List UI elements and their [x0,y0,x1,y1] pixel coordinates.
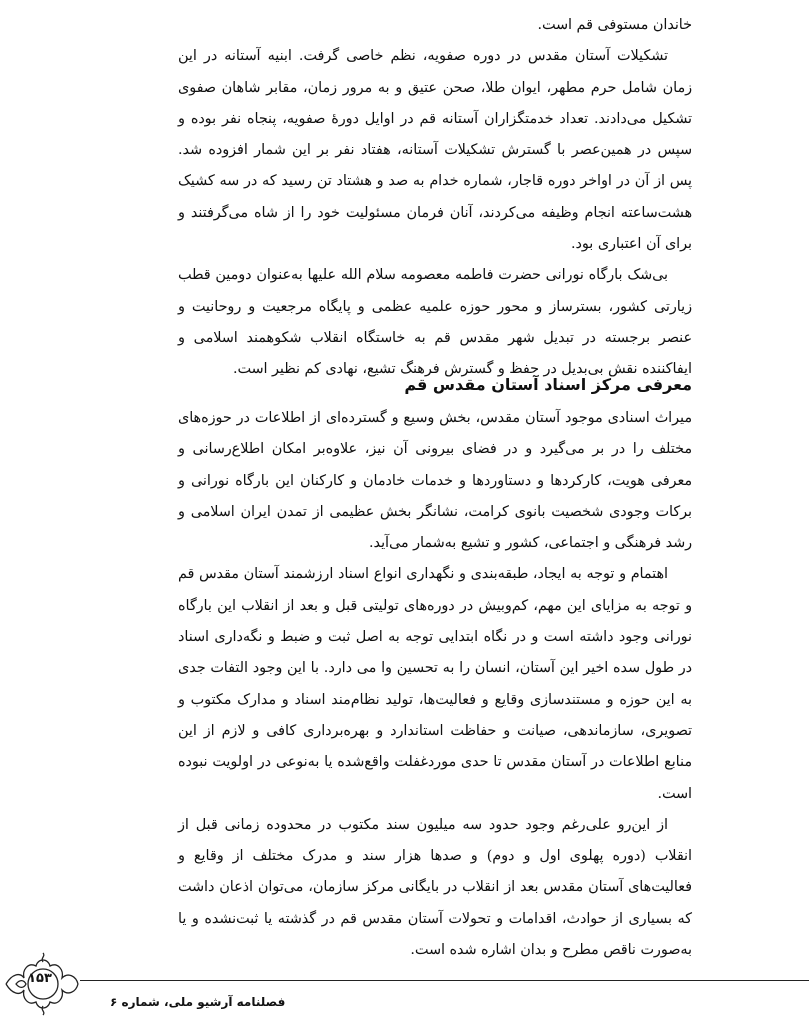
paragraph-three-million-documents: از این‌رو علی‌رغم وجود حدود سه میلیون سند مکتوب در محدوده زمانی قبل از انقلاب (دوره پهلوی اول و دوم) و صدها هزار سند و مدرک مختلف از وقایع و فعالیت‌های آستان مقدس بعد از انقلاب در بایگانی مرکز سازمان، می‌توان اذعان داشت که بسیاری از حوادث، اقدامات و تحولات آستان مقدس قم در گذشته یا ثبت‌نشده و یا به‌صورت ناقص مطرح و بدان اشاره شده است. [178,816,692,959]
paragraph-attention-to-documents: اهتمام و توجه به ایجاد، طبقه‌بندی و نگهداری انواع اسناد ارزشمند آستان مقدس قم و توجه به مزایای این مهم، کم‌وبیش در دوره‌های تولیتی قبل و بعد از انقلاب این بارگاه نورانی وجود داشته است و در نگاه ابتدایی توجه به اصل ثبت و ضبط و نگه‌داری اسناد در طول سده اخیر این آستان، انسان را به تحسین وا می دارد. با این وجود التفات جدی به این حوزه و مستندسازی وقایع و فعالیت‌ها، تولید نظام‌مند اسناد و مدارک مکتوب و تصویری، سازماندهی، صیانت و حفاظت استاندارد و بهره‌برداری کافی و لازم از این منابع اطلاعات در آستان مقدس تا حدی موردغفلت واقع‌شده یا به‌نوعی در اولویت نبوده است. [178,566,692,802]
paragraph-shrine-significance: بی‌شک بارگاه نورانی حضرت فاطمه معصومه سلام الله علیها به‌عنوان دومین قطب زیارتی کشور، بسترساز و محور حوزه علمیه عظمی و پایگاه مرجعیت و روحانیت و عنصر برجسته در تبدیل شهر مقدس قم به خاستگاه انقلاب شکوهمند اسلامی و ایفاکننده نقش بی‌بدیل در حفظ و گسترش فرهنگ تشیع، نهادی کم نظیر است. [178,267,692,378]
paragraph-safavid-organization: تشکیلات آستان مقدس در دوره صفویه، نظم خاصی گرفت. ابنیه آستانه در این زمان شامل حرم مطهر، ایوان طلا، صحن عتیق و به مرور زمان، مقابر شاهان صفوی تشکیل می‌دادند. تعداد خدمتگزاران آستانه قم در اوایل دورهٔ صفویه، پنجاه نفر بوده و سپس در همین‌عصر با گسترش تشکیلات آستانه، هفتاد نفر بر این شمار افزوده شد. پس از آن در اواخر دوره قاجار، شماره خدام به صد و هشتاد تن رسید که در سه کشیک هشت‌ساعته انجام وظیفه می‌کردند، آنان فرمان مسئولیت خود را از شاه می‌گرفتند و برای آن اعتباری بود. [178,48,692,253]
journal-title: فصلنامه آرشیو ملی، شماره ۶ [110,995,286,1009]
footer-rule [80,980,809,981]
page-number: ۱۵۳ [28,971,52,986]
section-text-block [178,403,692,966]
paragraph-continuation: خاندان مستوفی قم است. [537,17,692,33]
section-heading: معرفی مرکز اسناد آستان مقدس قم [404,375,692,394]
paragraph-documentary-heritage: میراث اسنادی موجود آستان مقدس، بخش وسیع و گسترده‌ای از اطلاعات در حوزه‌های مختلف را در بر می‌گیرد و در فضای بیرونی آن نیز، علاوه‌بر امکان اطلاع‌رسانی و معرفی هویت، کارکردها و دستاوردها و خدمات خادمان و کارکنان این بارگاه نورانی و برکات وجودی شخصیت بانوی کرامت، نشانگر بخش عظیمی از تمدن ایران اسلامی و رشد فرهنگی و اجتماعی، کشور و تشیع به‌شمار می‌آید. [178,410,692,552]
top-text-block [178,10,692,386]
